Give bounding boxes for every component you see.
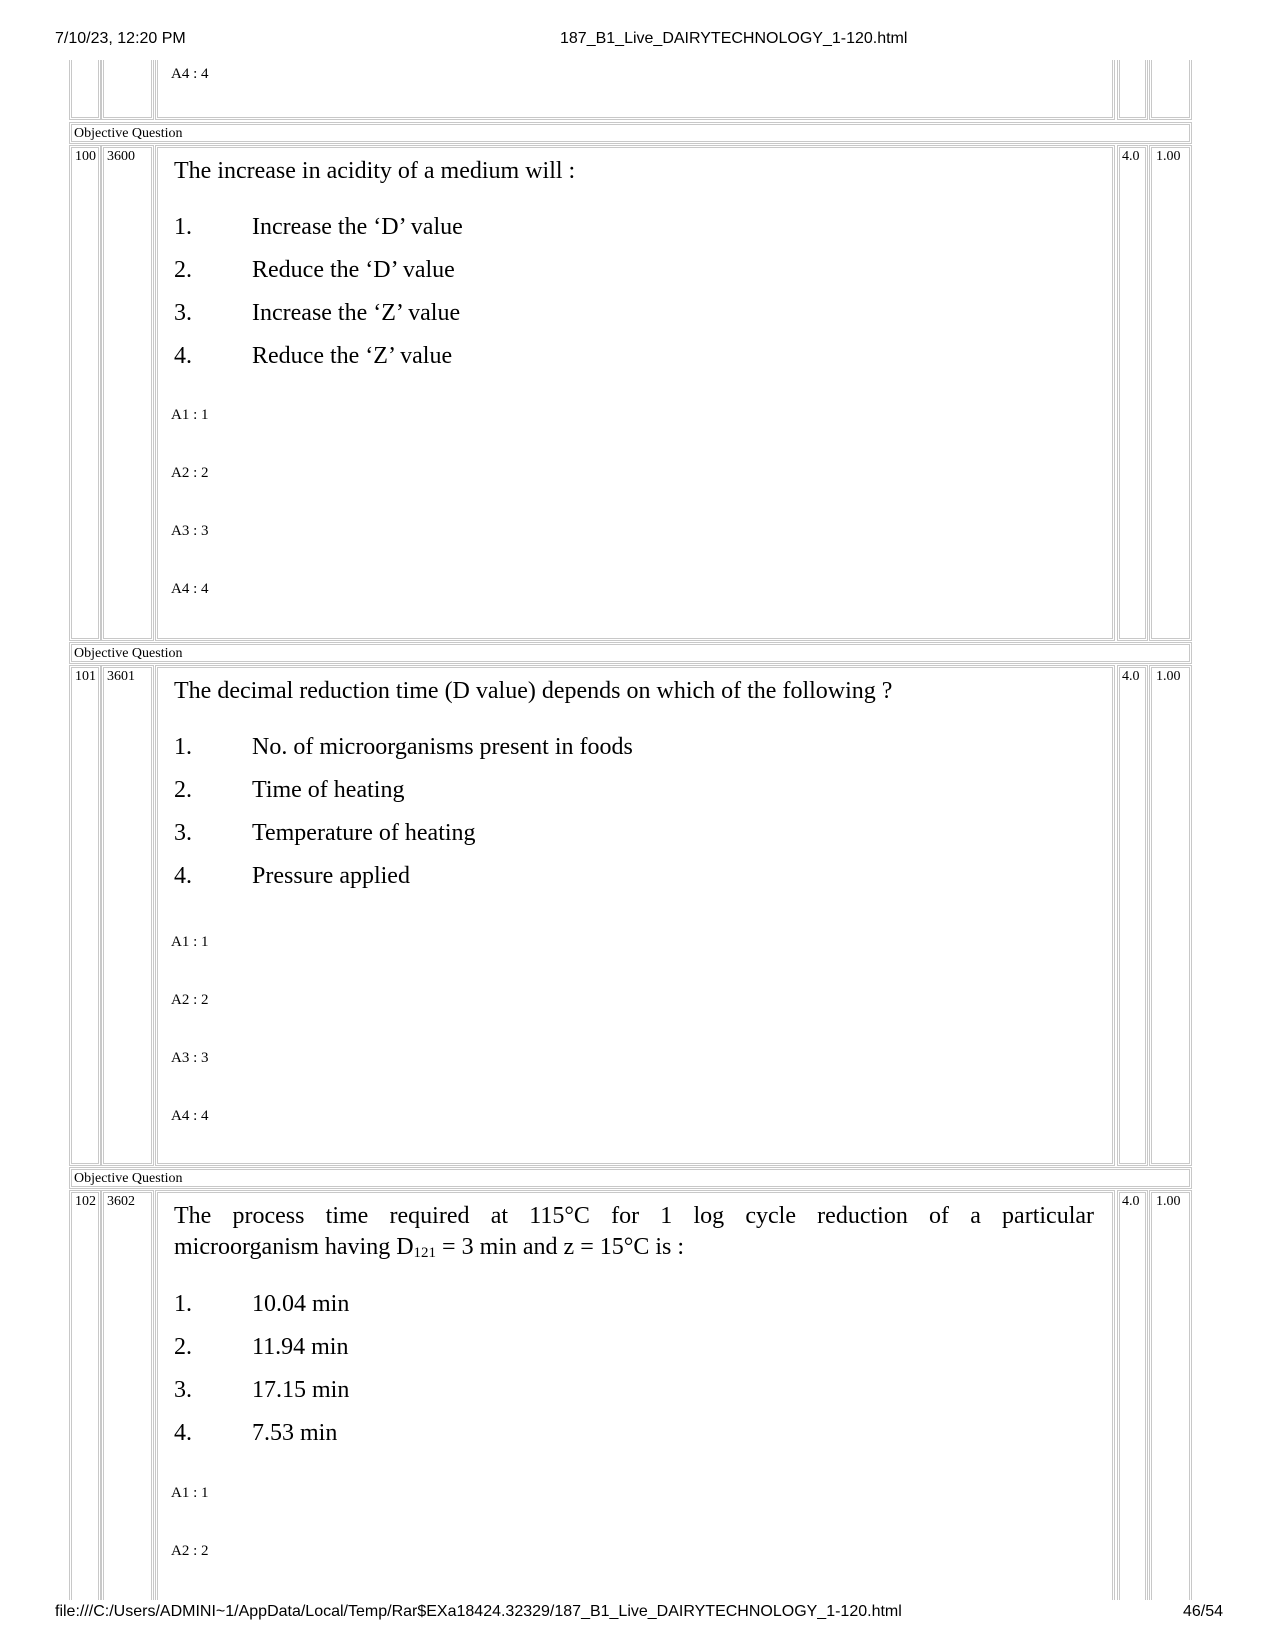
sno-cell: [69, 665, 101, 1166]
marks-cell: [1117, 1190, 1148, 1600]
option-number: 1.: [174, 1291, 192, 1317]
option-text: 17.15 min: [252, 1377, 350, 1403]
print-datetime: 7/10/23, 12:20 PM: [55, 30, 186, 47]
prev-qid-cell: [101, 60, 154, 120]
prev-sno-cell: [69, 60, 101, 120]
option-number: 4.: [174, 343, 192, 369]
question-cell: [155, 665, 1115, 1166]
answer-key: A4 : 4: [171, 66, 209, 82]
option-text: Reduce the ‘Z’ value: [252, 343, 453, 369]
negative-marks-value: 1.00: [1156, 149, 1181, 164]
marks-value: 4.0: [1122, 1194, 1140, 1209]
negative-marks-value: 1.00: [1156, 669, 1181, 684]
print-file-path: file:///C:/Users/ADMINI~1/AppData/Local/Temp/Rar$EXa18424.32329/187_B1_Live_DAIRYTECHNOLOGY_1-120.html: [55, 1603, 902, 1620]
option-text: No. of microorganisms present in foods: [252, 734, 633, 760]
prev-marks-cell: [1117, 60, 1148, 120]
option-number: 3.: [174, 1377, 192, 1403]
answer-key: A3 : 3: [171, 523, 209, 539]
negative-marks-cell: [1149, 665, 1192, 1166]
option-text: Pressure applied: [252, 863, 410, 889]
option-text: Time of heating: [252, 777, 405, 803]
question-stem-line-1: The process time required at 115°C for 1 log cycle reduction of a particular: [174, 1203, 1094, 1229]
marks-cell: [1117, 665, 1148, 1166]
question-id: 3601: [107, 669, 135, 684]
qid-cell: [101, 1190, 154, 1600]
option-number: 3.: [174, 300, 192, 326]
question-serial-number: 100: [75, 149, 96, 164]
answer-key: A4 : 4: [171, 1108, 209, 1124]
negative-marks-value: 1.00: [1156, 1194, 1181, 1209]
answer-key: A1 : 1: [171, 1485, 209, 1501]
question-stem-line-2: [174, 1232, 1094, 1269]
stem-text: microorganism having D: [174, 1234, 414, 1260]
option-number: 2.: [174, 1334, 192, 1360]
question-stem: The decimal reduction time (D value) depends on which of the following ?: [174, 678, 893, 704]
option-number: 3.: [174, 820, 192, 846]
marks-value: 4.0: [1122, 669, 1140, 684]
option-text: Increase the ‘D’ value: [252, 214, 463, 240]
option-number: 4.: [174, 863, 192, 889]
answer-key: A2 : 2: [171, 465, 209, 481]
section-row: [69, 1167, 1192, 1189]
option-text: 7.53 min: [252, 1420, 338, 1446]
answer-key: A2 : 2: [171, 992, 209, 1008]
section-label: Objective Question: [74, 646, 183, 661]
question-id: 3602: [107, 1194, 135, 1209]
option-text: 10.04 min: [252, 1291, 350, 1317]
sno-cell: [69, 1190, 101, 1600]
question-serial-number: 102: [75, 1194, 96, 1209]
answer-key: A1 : 1: [171, 934, 209, 950]
answer-key: A1 : 1: [171, 407, 209, 423]
option-number: 1.: [174, 734, 192, 760]
option-text: 11.94 min: [252, 1334, 349, 1360]
sno-cell: [69, 145, 101, 641]
section-label: Objective Question: [74, 1171, 183, 1186]
option-number: 2.: [174, 777, 192, 803]
section-label: Objective Question: [74, 126, 183, 141]
marks-value: 4.0: [1122, 149, 1140, 164]
question-cell: [155, 1190, 1115, 1600]
section-row: [69, 122, 1192, 144]
answer-key: A3 : 3: [171, 1050, 209, 1066]
option-number: 1.: [174, 214, 192, 240]
option-text: Reduce the ‘D’ value: [252, 257, 455, 283]
stem-subscript: 121: [413, 1245, 437, 1261]
option-number: 4.: [174, 1420, 192, 1446]
option-number: 2.: [174, 257, 192, 283]
question-cell: [155, 145, 1115, 641]
answer-key: A2 : 2: [171, 1543, 209, 1559]
qid-cell: [101, 665, 154, 1166]
question-stem: [174, 1201, 1094, 1269]
marks-cell: [1117, 145, 1148, 641]
print-page-title: 187_B1_Live_DAIRYTECHNOLOGY_1-120.html: [560, 30, 908, 47]
stem-text: = 3 min and z = 15°C is :: [436, 1234, 685, 1260]
option-text: Increase the ‘Z’ value: [252, 300, 461, 326]
section-row: [69, 642, 1192, 664]
negative-marks-cell: [1149, 145, 1192, 641]
question-stem: The increase in acidity of a medium will :: [174, 158, 576, 184]
page-number: 46/54: [1183, 1603, 1224, 1620]
prev-question-cell: [155, 60, 1115, 120]
option-text: Temperature of heating: [252, 820, 476, 846]
negative-marks-cell: [1149, 1190, 1192, 1600]
qid-cell: [101, 145, 154, 641]
prev-negative-cell: [1149, 60, 1192, 120]
question-id: 3600: [107, 149, 135, 164]
question-serial-number: 101: [75, 669, 96, 684]
answer-key: A4 : 4: [171, 581, 209, 597]
